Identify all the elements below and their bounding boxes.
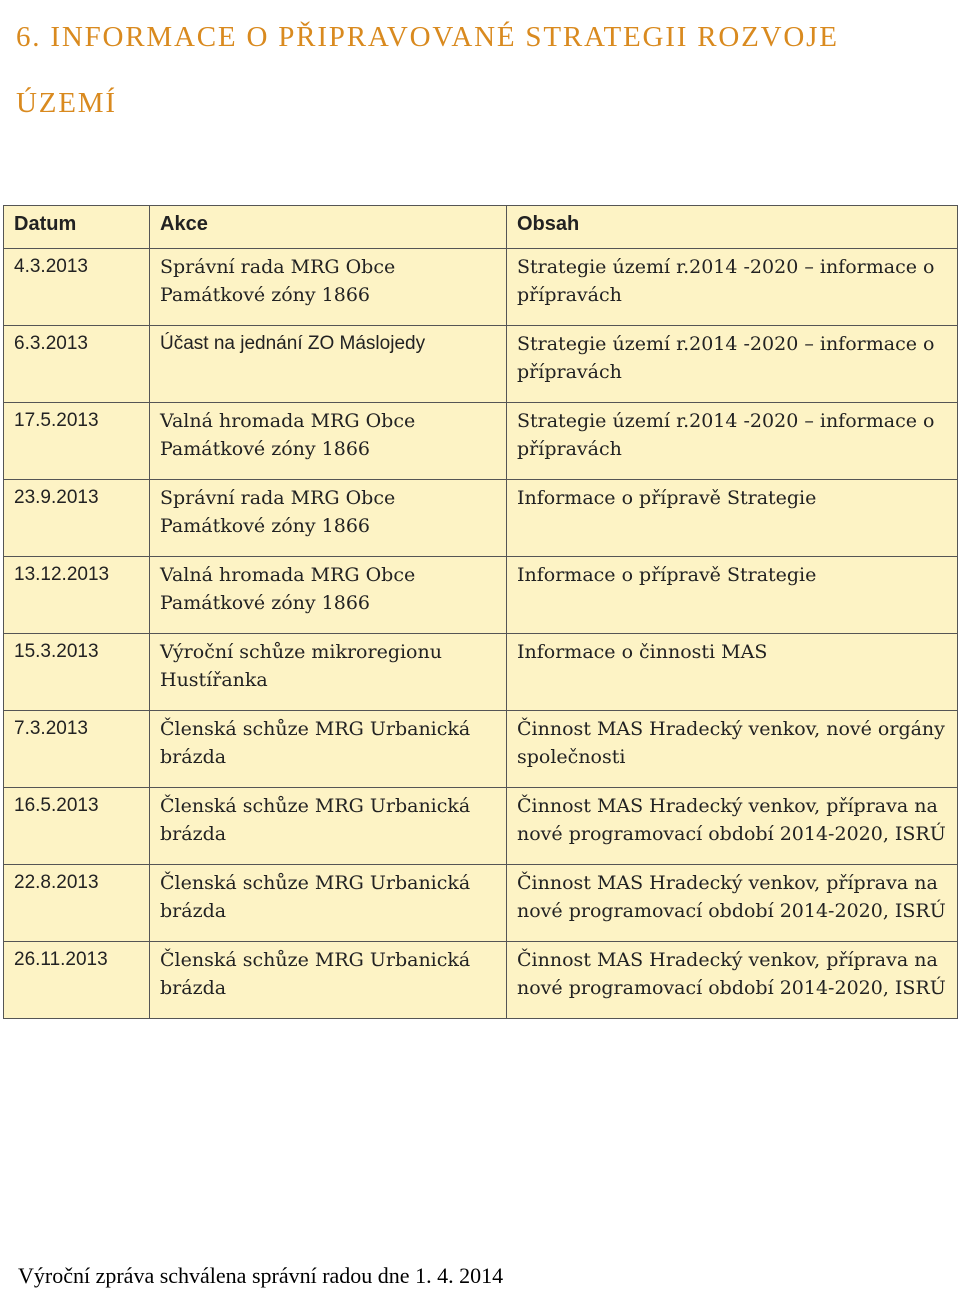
cell-action: Správní rada MRG Obce Památkové zóny 1866 [150, 480, 507, 557]
header-datum: Datum [4, 206, 150, 249]
cell-content: Činnost MAS Hradecký venkov, příprava na nové programovací období 2014-2020, ISRÚ [507, 788, 958, 865]
cell-content: Strategie území r.2014 -2020 – informace o přípravách [507, 249, 958, 326]
header-akce: Akce [150, 206, 507, 249]
cell-content: Informace o přípravě Strategie [507, 480, 958, 557]
cell-date: 16.5.2013 [4, 788, 150, 865]
cell-date: 6.3.2013 [4, 326, 150, 403]
cell-content: Strategie území r.2014 -2020 – informace o přípravách [507, 403, 958, 480]
footer-approval-note: Výroční zpráva schválena správní radou dne 1. 4. 2014 [18, 1263, 504, 1288]
table-row [4, 865, 958, 942]
cell-date: 22.8.2013 [4, 865, 150, 942]
cell-content: Činnost MAS Hradecký venkov, příprava na nové programovací období 2014-2020, ISRÚ [507, 865, 958, 942]
table-row [4, 942, 958, 1019]
section-heading: 6. INFORMACE O PŘIPRAVOVANÉ STRATEGII ROZVOJE ÚZEMÍ [16, 21, 839, 119]
cell-date: 26.11.2013 [4, 942, 150, 1019]
cell-action: Členská schůze MRG Urbanická brázda [150, 711, 507, 788]
events-table [3, 205, 958, 1019]
cell-date: 13.12.2013 [4, 557, 150, 634]
table-row [4, 788, 958, 865]
cell-action: Členská schůze MRG Urbanická brázda [150, 788, 507, 865]
cell-action: Členská schůze MRG Urbanická brázda [150, 942, 507, 1019]
cell-date: 7.3.2013 [4, 711, 150, 788]
cell-action: Členská schůze MRG Urbanická brázda [150, 865, 507, 942]
table-row [4, 634, 958, 711]
cell-content: Činnost MAS Hradecký venkov, nové orgány společnosti [507, 711, 958, 788]
cell-date: 23.9.2013 [4, 480, 150, 557]
header-obsah: Obsah [507, 206, 958, 249]
cell-date: 15.3.2013 [4, 634, 150, 711]
cell-content: Informace o činnosti MAS [507, 634, 958, 711]
table-row [4, 326, 958, 403]
cell-content: Činnost MAS Hradecký venkov, příprava na nové programovací období 2014-2020, ISRÚ [507, 942, 958, 1019]
table-row [4, 249, 958, 326]
cell-content: Strategie území r.2014 -2020 – informace o přípravách [507, 326, 958, 403]
cell-action: Valná hromada MRG Obce Památkové zóny 1866 [150, 403, 507, 480]
cell-date: 4.3.2013 [4, 249, 150, 326]
table-row [4, 403, 958, 480]
table-row [4, 711, 958, 788]
cell-action: Správní rada MRG Obce Památkové zóny 1866 [150, 249, 507, 326]
cell-action: Valná hromada MRG Obce Památkové zóny 1866 [150, 557, 507, 634]
cell-action: Účast na jednání ZO Máslojedy [150, 326, 507, 403]
table-row [4, 557, 958, 634]
cell-content: Informace o přípravě Strategie [507, 557, 958, 634]
table-row [4, 480, 958, 557]
cell-date: 17.5.2013 [4, 403, 150, 480]
cell-action: Výroční schůze mikroregionu Hustířanka [150, 634, 507, 711]
table-header-row [4, 206, 958, 249]
